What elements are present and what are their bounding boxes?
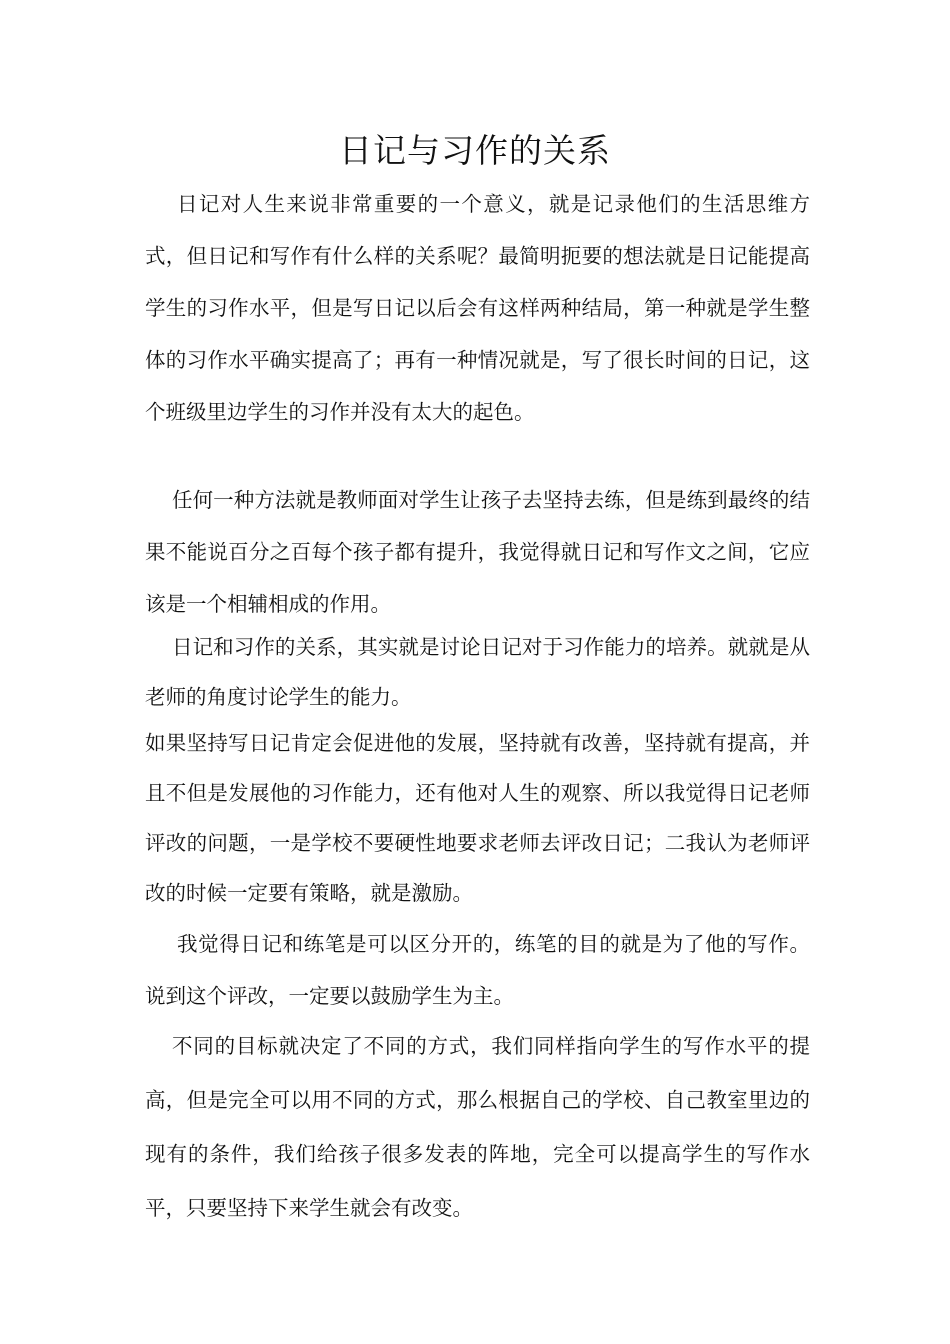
paragraph-2: 任何一种方法就是教师面对学生让孩子去坚持去练，但是练到最终的结果不能说百分之百每个孩子都有提升，我觉得就日记和写作文之间，它应该是一个相辅相成的作用。 (145, 488, 810, 616)
document-title: 日记与习作的关系 (339, 131, 611, 170)
paragraph-5: 我觉得日记和练笔是可以区分开的，练笔的目的就是为了他的写作。说到这个评改，一定要以鼓励学生为主。 (145, 932, 810, 1008)
paragraph-1: 日记对人生来说非常重要的一个意义，就是记录他们的生活思维方式，但日记和写作有什么样的关系呢？最简明扼要的想法就是日记能提高学生的习作水平，但是写日记以后会有这样两种结局，第一种就是学生整体的习作水平确实提高了；再有一种情况就是，写了很长时间的日记，这个班级里边学生的习作并没有太大的起色。 (145, 192, 810, 424)
paragraph-3: 日记和习作的关系，其实就是讨论日记对于习作能力的培养。就就是从老师的角度讨论学生的能力。 (145, 635, 810, 709)
paragraph-6: 不同的目标就决定了不同的方式，我们同样指向学生的写作水平的提高，但是完全可以用不同的方式，那么根据自己的学校、自己教室里边的现有的条件，我们给孩子很多发表的阵地，完全可以提高学生的写作水平，只要坚持下来学生就会有改变。 (145, 1034, 810, 1220)
paragraph-4: 如果坚持写日记肯定会促进他的发展，坚持就有改善，坚持就有提高，并且不但是发展他的习作能力，还有他对人生的观察、所以我觉得日记老师评改的问题，一是学校不要硬性地要求老师去评改日记；二我认为老师评改的时候一定要有策略，就是激励。 (145, 731, 810, 905)
